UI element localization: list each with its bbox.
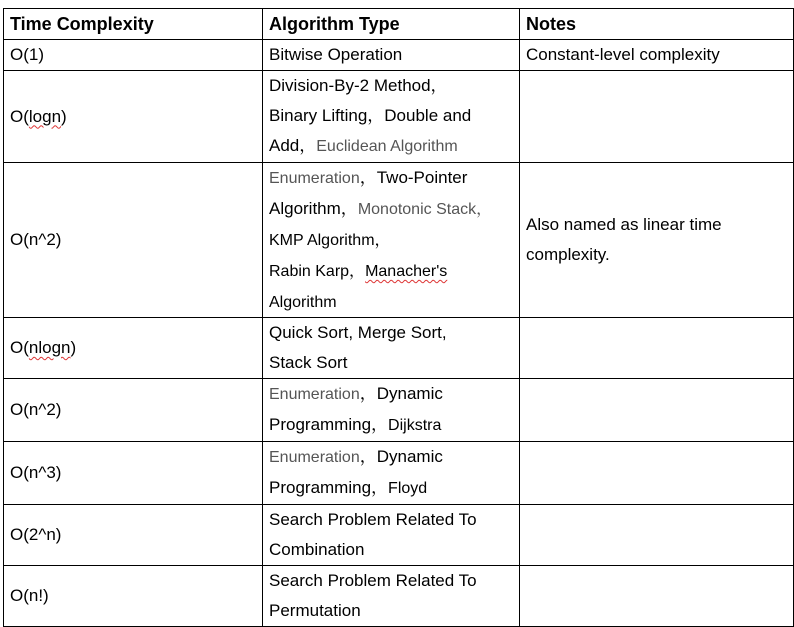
algorithm-text: Algorithm bbox=[269, 294, 337, 311]
algorithm-cell bbox=[263, 379, 520, 442]
table-row bbox=[4, 505, 794, 566]
header-notes: Notes bbox=[520, 9, 794, 40]
algorithm-text: Stack Sort bbox=[269, 353, 348, 372]
header-algorithm-type: Algorithm Type bbox=[263, 9, 520, 40]
algorithm-cell bbox=[263, 163, 520, 318]
notes-cell bbox=[520, 566, 794, 627]
table-row bbox=[4, 318, 794, 379]
algorithm-text: Quick Sort, Merge Sort, bbox=[269, 323, 447, 342]
spellcheck-text: Manacher's bbox=[365, 263, 448, 280]
complexity-cell: O(n^2) bbox=[4, 379, 263, 442]
complexity-prefix: O( bbox=[10, 106, 29, 126]
complexity-suffix: ) bbox=[70, 338, 77, 357]
header-time-complexity: Time Complexity bbox=[4, 9, 263, 40]
algorithm-text: KMP Algorithm， bbox=[269, 232, 391, 249]
complexity-cell: O(n^2) bbox=[4, 163, 263, 318]
complexity-cell: O(n!) bbox=[4, 566, 263, 627]
algorithm-cell bbox=[263, 566, 520, 627]
algorithm-text: Dijkstra bbox=[388, 417, 442, 434]
table-row bbox=[4, 163, 794, 318]
algorithm-text: Rabin Karp， bbox=[269, 263, 366, 280]
notes-cell bbox=[520, 505, 794, 566]
table-row bbox=[4, 566, 794, 627]
algorithm-text: Permutation bbox=[269, 601, 361, 620]
notes-cell bbox=[520, 442, 794, 505]
algorithm-text: ，Dynamic bbox=[359, 384, 443, 403]
algorithm-cell bbox=[263, 71, 520, 163]
algorithm-text: Euclidean Algorithm bbox=[316, 138, 458, 155]
complexity-prefix: O( bbox=[10, 338, 29, 357]
algorithm-text: ，Dynamic bbox=[359, 447, 443, 466]
algorithm-text: Bitwise Operation bbox=[269, 45, 403, 64]
algorithm-cell bbox=[263, 40, 520, 71]
algorithm-text: Search Problem Related To bbox=[269, 571, 477, 590]
table-row bbox=[4, 442, 794, 505]
notes-cell: Also named as linear time complexity. bbox=[520, 163, 794, 318]
algorithm-text: Double and Add， bbox=[269, 106, 472, 155]
complexity-cell: O(1) bbox=[4, 40, 263, 71]
algorithm-cell bbox=[263, 318, 520, 379]
algorithm-text: Enumeration bbox=[269, 386, 360, 403]
complexity-cell: O(n^3) bbox=[4, 442, 263, 505]
algorithm-cell bbox=[263, 505, 520, 566]
notes-cell bbox=[520, 318, 794, 379]
algorithm-text: Search Problem Related To bbox=[269, 510, 477, 529]
algorithm-text: Division-By-2 Method， bbox=[269, 76, 448, 95]
table-row bbox=[4, 71, 794, 163]
table-row bbox=[4, 379, 794, 442]
algorithm-text: Floyd bbox=[388, 480, 428, 497]
notes-cell: Constant-level complexity bbox=[520, 40, 794, 71]
algorithm-text: Enumeration bbox=[269, 449, 360, 466]
notes-cell bbox=[520, 71, 794, 163]
algorithm-text: Combination bbox=[269, 540, 365, 559]
spellcheck-text: nlogn bbox=[28, 338, 71, 357]
complexity-table bbox=[3, 8, 794, 627]
algorithm-text: Enumeration bbox=[269, 170, 360, 187]
spellcheck-text: logn bbox=[28, 106, 62, 126]
complexity-cell bbox=[4, 318, 263, 379]
algorithm-cell bbox=[263, 442, 520, 505]
table-row bbox=[4, 40, 794, 71]
algorithm-text: Binary Lifting， bbox=[269, 106, 385, 125]
complexity-suffix: ) bbox=[61, 106, 67, 126]
complexity-cell: O(2^n) bbox=[4, 505, 263, 566]
header-row bbox=[4, 9, 794, 40]
algorithm-text: Monotonic Stack， bbox=[357, 201, 493, 218]
algorithm-text: Programming， bbox=[269, 478, 389, 497]
algorithm-text: ，Two-Pointer Algorithm， bbox=[269, 168, 468, 218]
algorithm-text: Programming， bbox=[269, 415, 389, 434]
complexity-cell bbox=[4, 71, 263, 163]
notes-cell bbox=[520, 379, 794, 442]
